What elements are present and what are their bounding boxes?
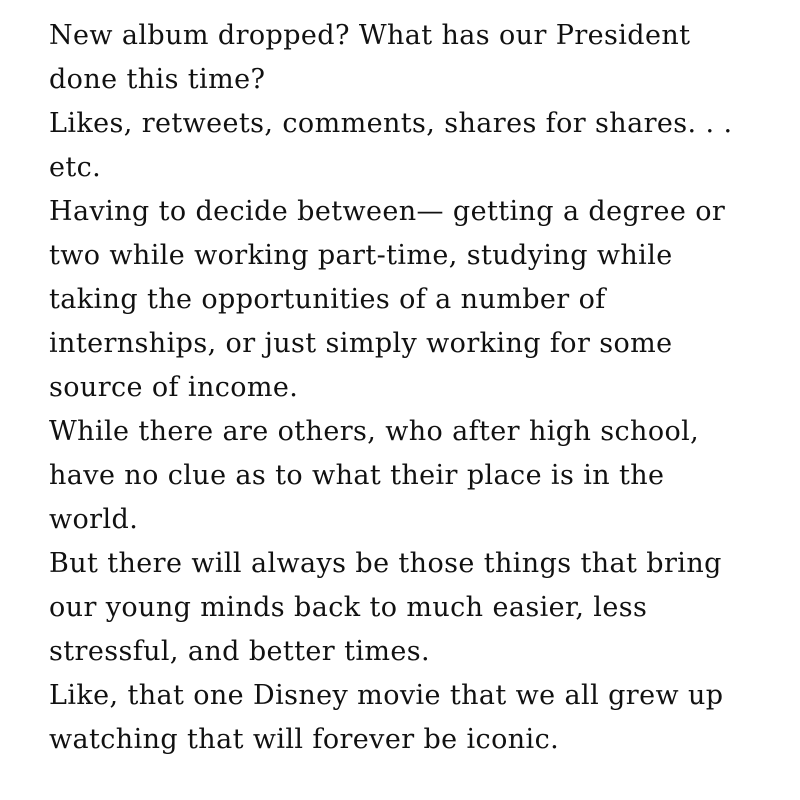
paragraph-1: New album dropped? What has our President done this time? — [49, 20, 691, 95]
paragraph-5: But there will always be those things that bring our young minds back to much easier, less stressful, and better times. — [49, 548, 722, 667]
paragraph-2: Likes, retweets, comments, shares for shares. . . etc. — [49, 108, 733, 183]
paragraph-6: Like, that one Disney movie that we all grew up watching that will forever be iconic. — [49, 680, 724, 755]
paragraph-4: While there are others, who after high school, have no clue as to what their place is in the world. — [49, 416, 700, 535]
paragraph-3: Having to decide between— getting a degree or two while working part-time, studying while taking the opportunities of a number of internships, or just simply working for some source of income. — [49, 196, 726, 403]
text-block — [49, 14, 739, 762]
